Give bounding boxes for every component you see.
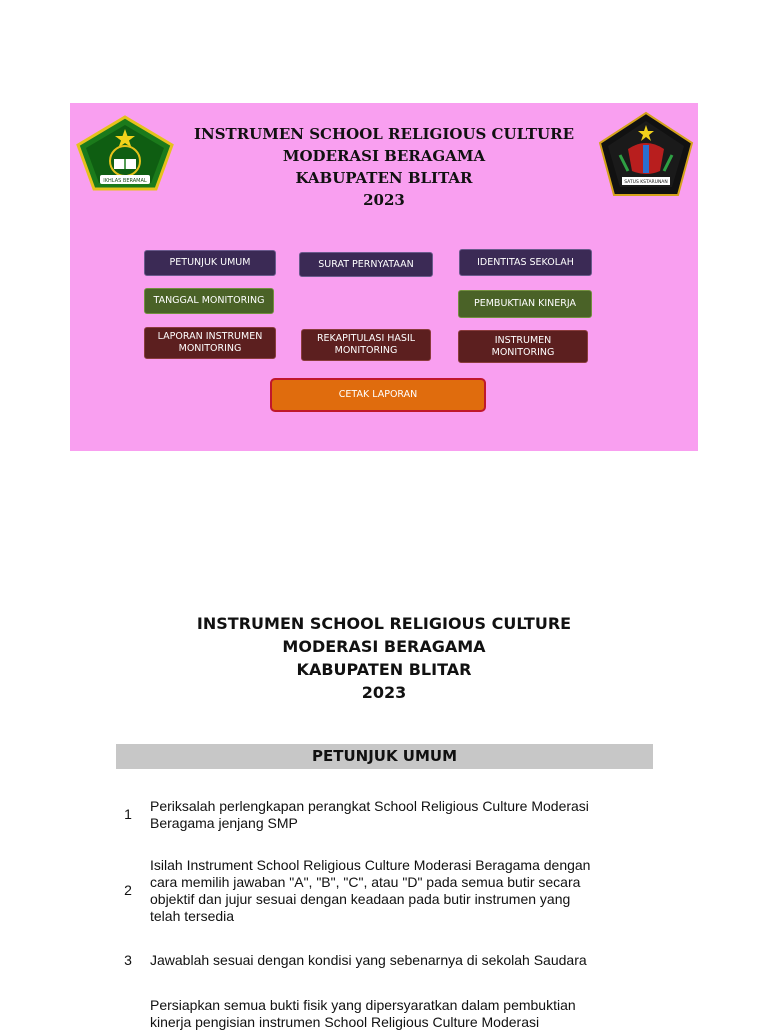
logo-right-caption: SATUS KSTARUNAN bbox=[624, 180, 668, 185]
list-item-text: Persiapkan semua bukti fisik yang dipersyaratkan dalam pembuktian kinerja pengisian instrumen School Religious Culture Moderasi bbox=[150, 997, 576, 1030]
list-item-text: Periksalah perlengkapan perangkat School Religious Culture Moderasi Beragama jenjang SMP bbox=[150, 798, 589, 831]
surat-pernyataan-button[interactable]: SURAT PERNYATAAN bbox=[299, 252, 433, 277]
list-item bbox=[118, 952, 658, 969]
list-item-text: Jawablah sesuai dengan kondisi yang sebenarnya di sekolah Saudara bbox=[150, 952, 587, 968]
list-item-number: 2 bbox=[124, 882, 132, 898]
list-item-text: Isilah Instrument School Religious Culture Moderasi Beragama dengan cara memilih jawaban "A", "B", "C", atau "D" pada semua butir secara objektif dan jujur sesuai dengan keadaan pada butir instrumen yang telah tersedia bbox=[150, 857, 591, 924]
section-header bbox=[116, 744, 653, 769]
list-item-number: 1 bbox=[124, 806, 132, 822]
panel-title-line-1: INSTRUMEN SCHOOL RELIGIOUS CULTURE bbox=[193, 125, 575, 143]
list-item bbox=[118, 857, 658, 925]
document-title-line-1: INSTRUMEN SCHOOL RELIGIOUS CULTURE bbox=[196, 614, 572, 633]
document-title-line-2: MODERASI BERAGAMA bbox=[282, 637, 486, 656]
panel-title-line-2: MODERASI BERAGAMA bbox=[282, 147, 486, 165]
identitas-sekolah-button[interactable]: IDENTITAS SEKOLAH bbox=[459, 249, 592, 276]
rekapitulasi-hasil-button[interactable]: REKAPITULASI HASIL MONITORING bbox=[301, 329, 431, 361]
petunjuk-umum-button[interactable]: PETUNJUK UMUM bbox=[144, 250, 276, 276]
logo-left-caption: IKHLAS BERAMAL bbox=[103, 178, 147, 184]
panel-title-line-3: KABUPATEN BLITAR bbox=[295, 169, 473, 187]
document-title-line-3: KABUPATEN BLITAR bbox=[296, 660, 472, 679]
pembuktian-kinerja-button[interactable]: PEMBUKTIAN KINERJA bbox=[458, 290, 592, 318]
section-title: PETUNJUK UMUM bbox=[311, 747, 458, 765]
panel-title-line-4: 2023 bbox=[363, 191, 405, 209]
cetak-laporan-button[interactable]: CETAK LAPORAN bbox=[270, 378, 486, 412]
document-title-line-4: 2023 bbox=[361, 683, 407, 702]
dashboard-panel bbox=[70, 103, 698, 451]
tanggal-monitoring-button[interactable]: TANGGAL MONITORING bbox=[144, 288, 274, 314]
blitar-logo-icon bbox=[598, 111, 694, 197]
list-item bbox=[118, 798, 658, 832]
laporan-instrumen-button[interactable]: LAPORAN INSTRUMEN MONITORING bbox=[144, 327, 276, 359]
instrumen-monitoring-button[interactable]: INSTRUMEN MONITORING bbox=[458, 330, 588, 363]
list-item-number: 3 bbox=[124, 952, 132, 968]
document-title bbox=[0, 612, 768, 704]
list-item bbox=[118, 997, 658, 1031]
